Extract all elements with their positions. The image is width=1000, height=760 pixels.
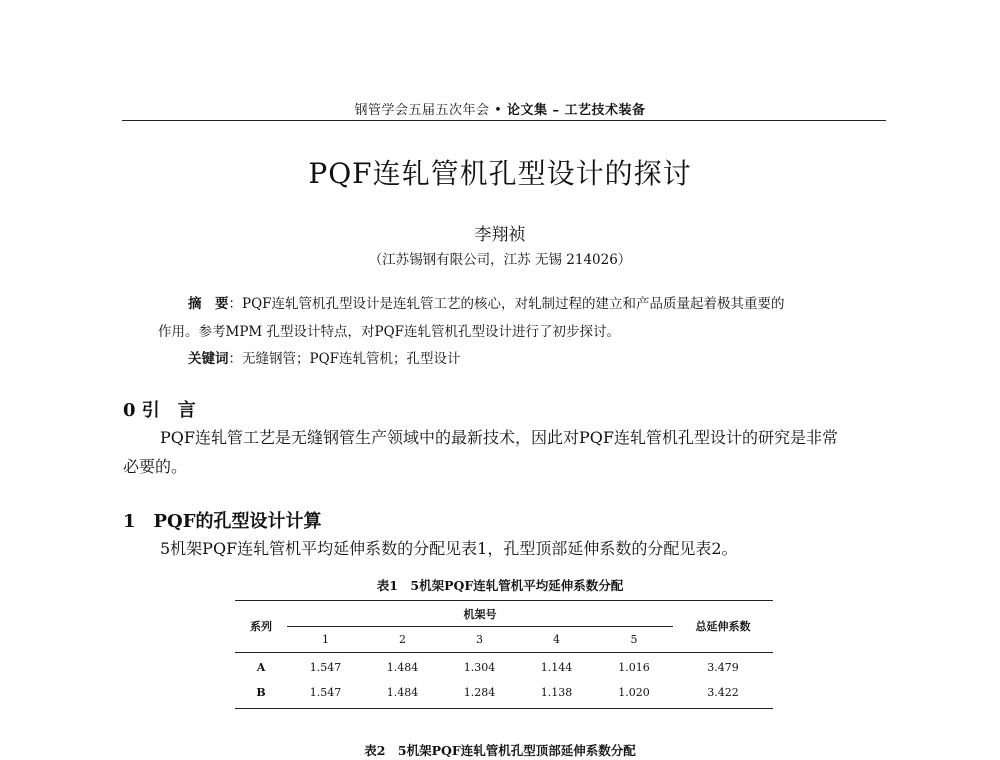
abstract-text-1: ：PQF连轧管机孔型设计是连轧管工艺的核心，对轧制过程的建立和产品质量起着极其重要的	[228, 296, 785, 312]
header-stand-group: 机架号	[463, 608, 497, 621]
table-bottom-rule	[235, 708, 773, 709]
row-series: B	[256, 686, 266, 699]
header-rule	[122, 120, 886, 121]
table-header-rule	[235, 652, 773, 653]
header-total: 总延伸系数	[695, 620, 751, 633]
abstract-line-2: 作用。参考MPM 孔型设计特点，对PQF连轧管机孔型设计进行了初步探讨。	[158, 324, 621, 340]
table-2-caption: 表2 5机架PQF连轧管机孔型顶部延伸系数分配	[364, 743, 636, 758]
keywords-text: ：无缝钢管；PQF连轧管机；孔型设计	[228, 351, 461, 367]
paper-title: PQF连轧管机孔型设计的探讨	[308, 157, 692, 190]
table-cell: 1.284	[463, 686, 496, 699]
table-top-rule	[235, 600, 773, 601]
table-cell-total: 3.479	[707, 661, 739, 674]
header-conference: 钢管学会五届五次年会	[354, 103, 490, 118]
header-stand: 3	[476, 633, 483, 646]
table-cell: 1.016	[618, 661, 650, 674]
header-stand: 5	[630, 633, 638, 646]
running-header	[0, 99, 1000, 118]
table-1-caption: 表1 5机架PQF连轧管机平均延伸系数分配	[376, 578, 624, 593]
table-cell: 1.547	[309, 686, 342, 699]
header-dot: •	[489, 103, 507, 118]
section-0-line-1: PQF连轧管工艺是无缝钢管生产领域中的最新技术，因此对PQF连轧管机孔型设计的研究是非常	[160, 428, 838, 447]
section-0-heading: 0 引 言	[123, 400, 196, 421]
header-stand: 4	[553, 633, 560, 646]
section-0-line-2: 必要的。	[123, 457, 188, 476]
table-cell: 1.484	[386, 686, 419, 699]
abstract-label: 摘 要	[188, 296, 229, 312]
header-topic: – 工艺技术装备	[547, 103, 646, 118]
table-1	[235, 600, 773, 710]
section-1-heading: 1 PQF的孔型设计计算	[123, 511, 322, 532]
paper-affiliation: （江苏锡钢有限公司，江苏 无锡 214026）	[368, 252, 632, 268]
keywords-label: 关键词	[188, 351, 229, 367]
row-series: A	[256, 661, 266, 674]
table-cell-total: 3.422	[707, 686, 739, 699]
paper-author: 李翔祯	[474, 225, 526, 245]
table-cell: 1.304	[463, 661, 496, 674]
table-cell: 1.484	[386, 661, 419, 674]
header-stand: 2	[399, 633, 406, 646]
table-cell: 1.144	[540, 661, 573, 674]
table-cell: 1.138	[540, 686, 573, 699]
header-sub-rule	[287, 626, 673, 627]
table-cell: 1.547	[309, 661, 342, 674]
header-stand: 1	[322, 633, 329, 646]
header-proceedings: 论文集	[506, 103, 548, 118]
header-series: 系列	[250, 620, 272, 633]
table-cell: 1.020	[618, 686, 650, 699]
section-1-line-1: 5机架PQF连轧管机平均延伸系数的分配见表1，孔型顶部延伸系数的分配见表2。	[160, 539, 738, 558]
keywords-line	[188, 347, 461, 367]
abstract-line-1	[188, 292, 785, 312]
